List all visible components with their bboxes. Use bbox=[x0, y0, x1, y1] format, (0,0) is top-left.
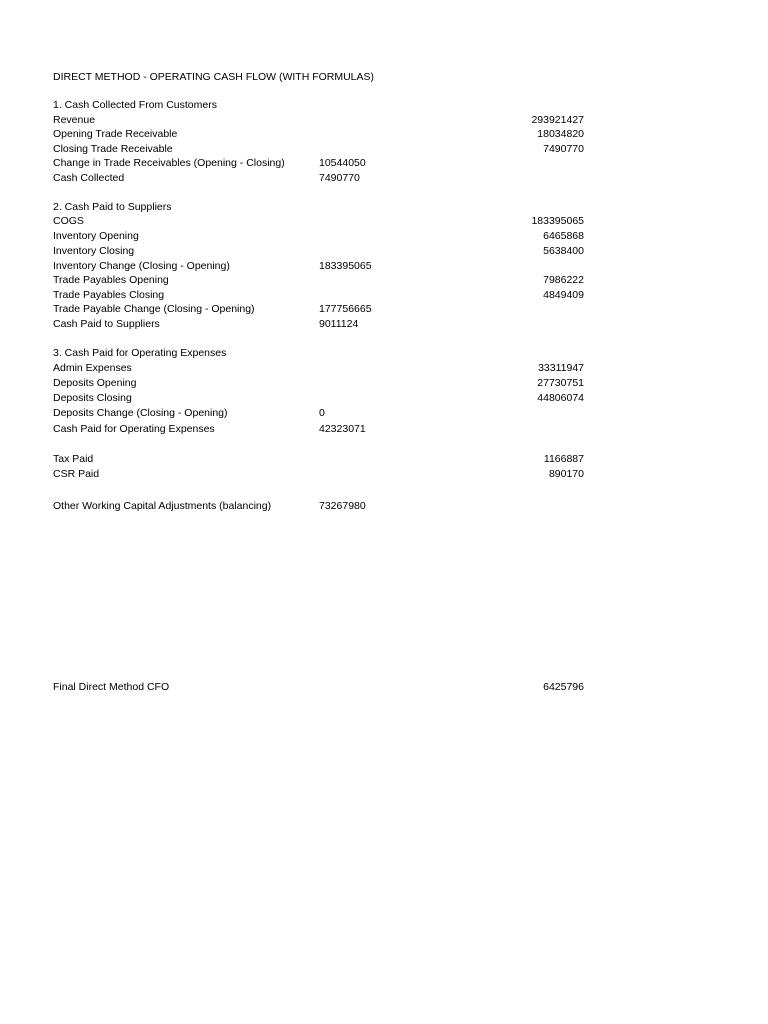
row-label: CSR Paid bbox=[53, 468, 100, 480]
row-label: Cash Paid for Operating Expenses bbox=[53, 423, 215, 435]
row-value: 18034820 bbox=[537, 128, 584, 140]
table-row bbox=[0, 422, 768, 436]
row-computed-value: 183395065 bbox=[319, 260, 372, 272]
table-row bbox=[0, 376, 768, 390]
table-row bbox=[0, 259, 768, 273]
row-label: Trade Payables Closing bbox=[53, 289, 165, 301]
row-label: Other Working Capital Adjustments (balancing) bbox=[53, 500, 272, 512]
row-label: Inventory Closing bbox=[53, 245, 135, 257]
section-heading: 1. Cash Collected From Customers bbox=[53, 99, 217, 111]
row-label: Final Direct Method CFO bbox=[53, 681, 170, 693]
row-value: 27730751 bbox=[537, 377, 584, 389]
table-row bbox=[0, 391, 768, 405]
row-value: 33311947 bbox=[538, 362, 584, 374]
row-value: 6425796 bbox=[543, 681, 584, 693]
row-value: 183395065 bbox=[531, 215, 584, 227]
table-row bbox=[0, 452, 768, 466]
row-label: Opening Trade Receivable bbox=[53, 128, 178, 140]
row-label: Inventory Change (Closing - Opening) bbox=[53, 260, 230, 272]
row-label: Revenue bbox=[53, 114, 96, 126]
row-label: COGS bbox=[53, 215, 84, 227]
section-heading-row bbox=[0, 346, 768, 360]
table-row bbox=[0, 156, 768, 170]
table-row bbox=[0, 406, 768, 420]
row-label: Cash Collected bbox=[53, 172, 125, 184]
row-label: Closing Trade Receivable bbox=[53, 143, 173, 155]
row-value: 5638400 bbox=[543, 245, 584, 257]
table-row bbox=[0, 288, 768, 302]
table-row bbox=[0, 499, 768, 513]
row-label: Tax Paid bbox=[53, 453, 94, 465]
row-label: Change in Trade Receivables (Opening - Closing) bbox=[53, 157, 285, 169]
row-label: Deposits Opening bbox=[53, 377, 137, 389]
section-heading-row bbox=[0, 98, 768, 112]
row-label: Trade Payables Opening bbox=[53, 274, 169, 286]
row-label: Deposits Closing bbox=[53, 392, 132, 404]
table-row bbox=[0, 127, 768, 141]
table-row bbox=[0, 361, 768, 375]
table-row bbox=[0, 229, 768, 243]
row-computed-value: 9011124 bbox=[319, 318, 359, 330]
final-cfo-row bbox=[0, 680, 768, 694]
row-value: 44806074 bbox=[537, 392, 584, 404]
table-row bbox=[0, 214, 768, 228]
table-row bbox=[0, 142, 768, 156]
row-computed-value: 10544050 bbox=[319, 157, 366, 169]
row-value: 293921427 bbox=[531, 114, 584, 126]
section-heading: 2. Cash Paid to Suppliers bbox=[53, 201, 172, 213]
row-label: Trade Payable Change (Closing - Opening) bbox=[53, 303, 255, 315]
row-label: Admin Expenses bbox=[53, 362, 132, 374]
row-label: Deposits Change (Closing - Opening) bbox=[53, 407, 228, 419]
table-row bbox=[0, 244, 768, 258]
row-computed-value: 42323071 bbox=[319, 423, 366, 435]
row-value: 7490770 bbox=[543, 143, 584, 155]
row-value: 4849409 bbox=[543, 289, 584, 301]
page-title: DIRECT METHOD - OPERATING CASH FLOW (WITH FORMULAS) bbox=[53, 71, 375, 83]
row-label: Inventory Opening bbox=[53, 230, 139, 242]
row-computed-value: 73267980 bbox=[319, 500, 366, 512]
row-value: 7986222 bbox=[543, 274, 584, 286]
table-row bbox=[0, 113, 768, 127]
table-row bbox=[0, 467, 768, 481]
row-computed-value: 0 bbox=[319, 407, 325, 419]
section-heading: 3. Cash Paid for Operating Expenses bbox=[53, 347, 227, 359]
row-value: 890170 bbox=[548, 468, 584, 480]
table-row bbox=[0, 302, 768, 316]
row-label: Cash Paid to Suppliers bbox=[53, 318, 160, 330]
row-computed-value: 7490770 bbox=[319, 172, 360, 184]
table-row bbox=[0, 317, 768, 331]
row-value: 6465868 bbox=[543, 230, 584, 242]
section-heading-row bbox=[0, 200, 768, 214]
table-row bbox=[0, 273, 768, 287]
table-row bbox=[0, 171, 768, 185]
row-computed-value: 177756665 bbox=[319, 303, 372, 315]
row-value: 1166887 bbox=[543, 453, 584, 465]
